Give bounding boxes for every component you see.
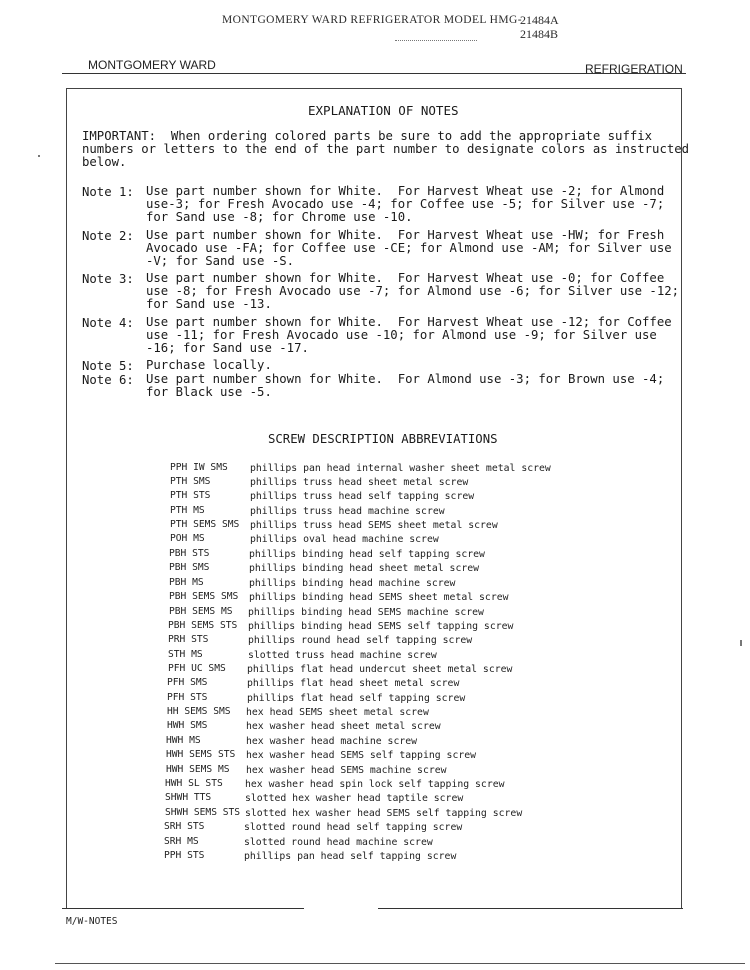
note-label: Note 6: [82, 373, 134, 387]
abbreviation: PRH STS [168, 634, 209, 645]
note-text: Purchase locally. [146, 358, 272, 372]
abbreviation: SRH MS [164, 836, 199, 847]
abbreviation-description: phillips binding head self tapping screw [249, 549, 485, 560]
abbreviation-description: phillips binding head SEMS sheet metal screw [249, 592, 509, 603]
note-label: Note 3: [82, 272, 134, 286]
note-label: Note 4: [82, 316, 134, 330]
abbreviation-description: phillips flat head sheet metal screw [247, 678, 460, 689]
abbreviation-description: phillips binding head SEMS machine screw [248, 607, 484, 618]
abbreviation-description: slotted round head machine screw [244, 837, 433, 848]
abbreviation: HWH SEMS MS [166, 764, 230, 775]
abbreviation-description: hex washer head SEMS machine screw [246, 765, 447, 776]
abbreviation-description: phillips binding head machine screw [249, 578, 456, 589]
abbreviation: PTH STS [170, 490, 211, 501]
abbreviation-description: phillips truss head sheet metal screw [250, 477, 469, 488]
abbreviation: PFH SMS [167, 677, 208, 688]
section-name: REFRIGERATION [585, 62, 683, 76]
abbreviation: POH MS [170, 533, 205, 544]
abbreviation-description: phillips flat head self tapping screw [247, 693, 466, 704]
abbreviation-description: hex head SEMS sheet metal screw [246, 707, 429, 718]
abbreviation: HWH MS [166, 735, 201, 746]
abbreviation: PTH SMS [170, 476, 211, 487]
abbreviation: PBH MS [169, 577, 204, 588]
note-text: Use part number shown for White. For Almond use -3; for Brown use -4; for Black use -5. [146, 372, 665, 399]
abbreviation-description: hex washer head spin lock self tapping screw [245, 779, 505, 790]
abbreviation-description: phillips truss head self tapping screw [250, 491, 475, 502]
abbreviation-description: phillips binding head SEMS self tapping screw [248, 621, 514, 632]
notes-heading: EXPLANATION OF NOTES [308, 103, 459, 118]
note-label: Note 2: [82, 229, 134, 243]
abbreviation: PBH SEMS SMS [169, 591, 239, 602]
scan-speck [740, 640, 742, 646]
abbreviation: STH MS [168, 649, 203, 660]
abbreviation-description: hex washer head sheet metal screw [246, 721, 441, 732]
abbreviation: PPH STS [164, 850, 205, 861]
abbreviation-description: slotted hex washer head SEMS self tapping screw [245, 808, 523, 819]
abbreviation: PBH SEMS MS [169, 606, 233, 617]
abbreviation: PFH STS [167, 692, 208, 703]
abbreviation: PTH MS [170, 505, 205, 516]
abbreviation-description: phillips binding head sheet metal screw [249, 563, 480, 574]
abbreviation-description: phillips flat head undercut sheet metal screw [247, 664, 513, 675]
note-label: Note 1: [82, 185, 134, 199]
abbreviation-description: hex washer head machine screw [246, 736, 418, 747]
abbreviation: PPH IW SMS [170, 462, 228, 473]
model-number-b: 21484B [520, 27, 559, 41]
abbreviation-description: phillips oval head machine screw [250, 534, 439, 545]
page-bottom-rule [55, 963, 745, 964]
abbreviation: HH SEMS SMS [167, 706, 231, 717]
abbreviation: PFH UC SMS [168, 663, 226, 674]
abbreviation-description: hex washer head SEMS self tapping screw [246, 750, 477, 761]
brand-name: MONTGOMERY WARD [88, 58, 216, 72]
document-title: MONTGOMERY WARD REFRIGERATOR MODEL HMG- [222, 14, 522, 26]
abbreviation-description: slotted truss head machine screw [248, 650, 437, 661]
abbreviation-description: phillips round head self tapping screw [248, 635, 473, 646]
note-label: Note 5: [82, 359, 134, 373]
abbreviation-description: phillips pan head self tapping screw [244, 851, 457, 862]
abbreviation-description: phillips truss head SEMS sheet metal screw [250, 520, 498, 531]
abbreviation-description: slotted hex washer head taptile screw [245, 793, 464, 804]
abbreviation: HWH SEMS STS [166, 749, 236, 760]
note-text: Use part number shown for White. For Harvest Wheat use -2; for Almond use-3; for Fresh Avocado use -4; for Coffee use -5; for Silver use -7; for Sand use -8; for Chrome use -10. [146, 184, 665, 224]
bottom-rule-right [378, 908, 683, 909]
abbreviation: HWH SMS [167, 720, 208, 731]
abbreviation: PBH SMS [169, 562, 210, 573]
abbreviation: SRH STS [164, 821, 205, 832]
abbreviation: SHWH TTS [165, 792, 212, 803]
important-paragraph: IMPORTANT: When ordering colored parts be sure to add the appropriate suffix numbers or letters to the end of the part number to designate colors as instructed below. [82, 129, 690, 169]
header-rule [62, 73, 686, 74]
header-underline [395, 40, 477, 41]
abbreviation: PTH SEMS SMS [170, 519, 240, 530]
abbreviation: SHWH SEMS STS [165, 807, 241, 818]
note-text: Use part number shown for White. For Harvest Wheat use -HW; for Fresh Avocado use -FA; for Coffee use -CE; for Almond use -AM; for Silver use -V; for Sand use -S. [146, 228, 672, 268]
abbreviation: PBH STS [169, 548, 210, 559]
screw-abbreviations-heading: SCREW DESCRIPTION ABBREVIATIONS [268, 432, 498, 446]
abbreviation-description: slotted round head self tapping screw [244, 822, 463, 833]
scan-speck [38, 155, 40, 157]
abbreviation-description: phillips pan head internal washer sheet metal screw [250, 463, 551, 474]
note-text: Use part number shown for White. For Harvest Wheat use -0; for Coffee use -8; for Fresh Avocado use -7; for Almond use -6; for Silver use -12; for Sand use -13. [146, 271, 680, 311]
bottom-rule-left [62, 908, 304, 909]
abbreviation: HWH SL STS [165, 778, 223, 789]
abbreviation: PBH SEMS STS [168, 620, 238, 631]
footer-code: M/W-NOTES [66, 916, 118, 927]
note-text: Use part number shown for White. For Harvest Wheat use -12; for Coffee use -11; for Fresh Avocado use -10; for Almond use -9; for Silver use -16; for Sand use -17. [146, 315, 672, 355]
model-number-a: 21484A [520, 13, 559, 27]
abbreviation-description: phillips truss head machine screw [250, 506, 445, 517]
